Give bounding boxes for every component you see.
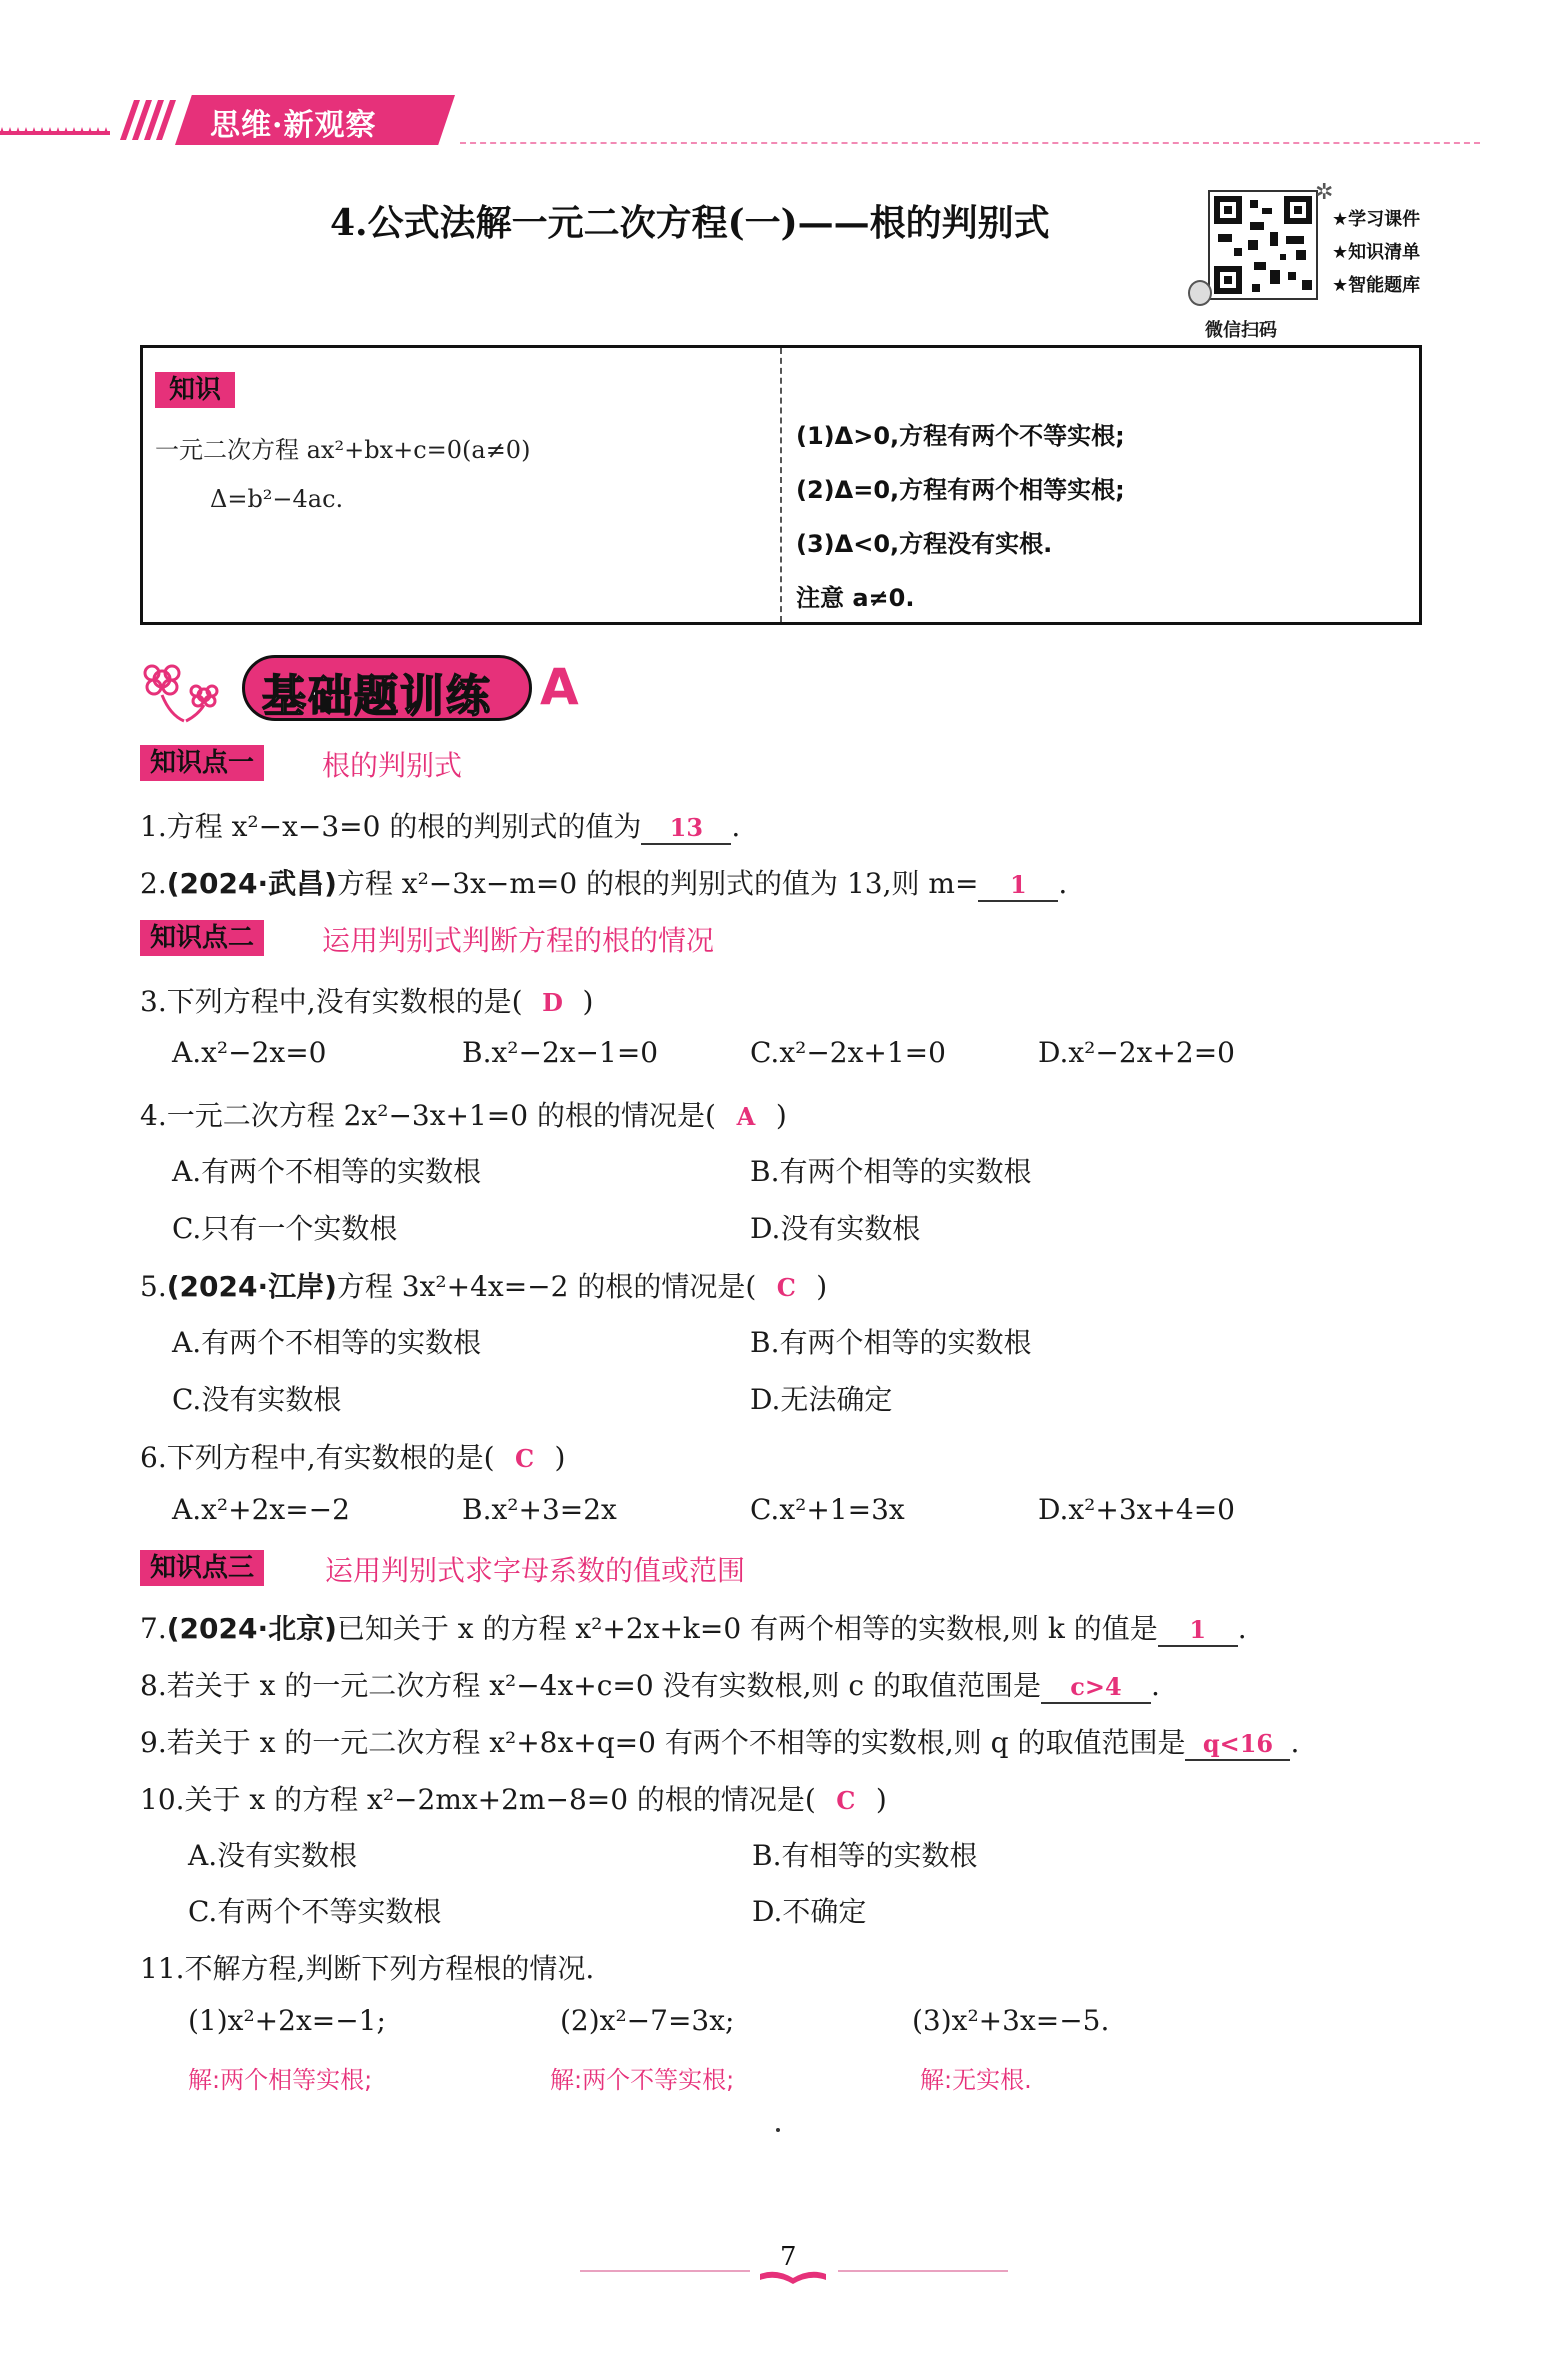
question-2: 2.(2024·武昌)方程 x²−3x−m=0 的根的判别式的值为 13,则 m= 1 . <box>140 867 1068 900</box>
knowledge-note: 注意 a≠0. <box>796 584 915 612</box>
question-6: 6.下列方程中,有实数根的是( C ) <box>140 1441 566 1474</box>
question-11: 11.不解方程,判断下列方程根的情况. <box>140 1952 595 1985</box>
option: A.x²+2x=−2 <box>172 1493 350 1526</box>
question-3: 3.下列方程中,没有实数根的是( D ) <box>140 985 594 1018</box>
answer: c>4 <box>1070 1672 1122 1701</box>
knowledge-point-tag: 知识点一 <box>140 745 264 781</box>
qr-feature-item: ★智能题库 <box>1332 275 1421 296</box>
option: C.没有实数根 <box>172 1383 342 1416</box>
knowledge-tag: 知识 <box>155 372 235 408</box>
gear-decoration-icon: ✲ <box>1315 180 1334 205</box>
knowledge-point-tag: 知识点二 <box>140 920 264 956</box>
option: D.没有实数根 <box>750 1212 921 1245</box>
question-1: 1.方程 x²−x−3=0 的根的判别式的值为 13 . <box>140 810 741 843</box>
sub-question: (3)x²+3x=−5. <box>912 2004 1110 2037</box>
knowledge-point-title: 根的判别式 <box>322 749 463 782</box>
knowledge-point-title: 运用判别式判断方程的根的情况 <box>322 924 715 957</box>
header-divider <box>460 142 1480 144</box>
qr-feature-item: ★知识清单 <box>1332 242 1421 263</box>
option: A.没有实数根 <box>188 1839 358 1872</box>
footer-rule <box>838 2270 1008 2272</box>
sub-question: (2)x²−7=3x; <box>560 2004 735 2037</box>
solution: 解:两个不等实根; <box>550 2066 735 2094</box>
answer: C <box>514 1444 535 1473</box>
option: D.无法确定 <box>750 1383 893 1416</box>
knowledge-point-tag: 知识点三 <box>140 1550 264 1586</box>
answer: C <box>836 1786 856 1815</box>
question-8: 8.若关于 x 的一元二次方程 x²−4x+c=0 没有实数根,则 c 的取值范围是 c>4 . <box>140 1669 1160 1702</box>
lightbulb-icon <box>1188 280 1212 306</box>
option: D.x²−2x+2=0 <box>1038 1036 1235 1069</box>
option: C.x²−2x+1=0 <box>750 1036 946 1069</box>
answer: 13 <box>669 813 704 842</box>
question-9: 9.若关于 x 的一元二次方程 x²+8x+q=0 有两个不相等的实数根,则 q 的取值范围是 q<16 . <box>140 1726 1300 1759</box>
knowledge-divider <box>780 348 782 622</box>
book-icon <box>758 2268 828 2286</box>
option: B.有两个相等的实数根 <box>750 1155 1032 1188</box>
knowledge-point-title: 运用判别式求字母系数的值或范围 <box>325 1554 746 1587</box>
footer-rule <box>580 2270 750 2272</box>
option: A.有两个不相等的实数根 <box>172 1155 482 1188</box>
question-5: 5.(2024·江岸)方程 3x²+4x=−2 的根的情况是( C ) <box>140 1270 828 1303</box>
question-10: 10.关于 x 的方程 x²−2mx+2m−8=0 的根的情况是( C ) <box>140 1783 887 1816</box>
option: B.有两个相等的实数根 <box>750 1326 1032 1359</box>
answer: A <box>736 1102 756 1131</box>
flower-icon <box>140 655 230 725</box>
question-4: 4.一元二次方程 2x²−3x+1=0 的根的情况是( A ) <box>140 1099 787 1132</box>
option: C.x²+1=3x <box>750 1493 905 1526</box>
question-7: 7.(2024·北京)已知关于 x 的方程 x²+2x+k=0 有两个相等的实数根,则 k 的值是 1 . <box>140 1612 1247 1645</box>
option: D.不确定 <box>752 1895 867 1928</box>
option: B.x²−2x−1=0 <box>462 1036 659 1069</box>
knowledge-rule: (2)Δ=0,方程有两个相等实根; <box>796 476 1125 504</box>
answer: 1 <box>1189 1615 1207 1644</box>
qr-caption: 微信扫码 <box>1205 320 1277 341</box>
qr-code[interactable] <box>1208 190 1318 300</box>
option: B.x²+3=2x <box>462 1493 617 1526</box>
solution: 解:无实根. <box>920 2066 1032 2094</box>
option: B.有相等的实数根 <box>752 1839 978 1872</box>
page-number: 7 <box>780 2242 797 2272</box>
answer: C <box>776 1273 796 1302</box>
knowledge-rule: (1)Δ>0,方程有两个不等实根; <box>796 422 1125 450</box>
section-title: 基础题训练 <box>262 671 492 722</box>
option: C.有两个不等实数根 <box>188 1895 442 1928</box>
knowledge-rule: (3)Δ<0,方程没有实根. <box>796 530 1053 558</box>
header-brand: 思维·新观察 <box>210 108 377 143</box>
answer: q<16 <box>1202 1729 1274 1758</box>
knowledge-discriminant: Δ=b²−4ac. <box>210 485 344 513</box>
qr-feature-item: ★学习课件 <box>1332 209 1421 230</box>
page-title: 4.公式法解一元二次方程(一)——根的判别式 <box>330 202 1050 244</box>
option: A.x²−2x=0 <box>172 1036 327 1069</box>
option: A.有两个不相等的实数根 <box>172 1326 482 1359</box>
solution: 解:两个相等实根; <box>188 2066 373 2094</box>
answer: 1 <box>1010 870 1027 899</box>
answer: D <box>542 988 563 1017</box>
section-level: A <box>540 658 579 716</box>
sub-question: (1)x²+2x=−1; <box>188 2004 386 2037</box>
option: D.x²+3x+4=0 <box>1038 1493 1235 1526</box>
option: C.只有一个实数根 <box>172 1212 398 1245</box>
ink-dot <box>776 2128 780 2132</box>
knowledge-equation: 一元二次方程 ax²+bx+c=0(a≠0) <box>155 436 531 464</box>
